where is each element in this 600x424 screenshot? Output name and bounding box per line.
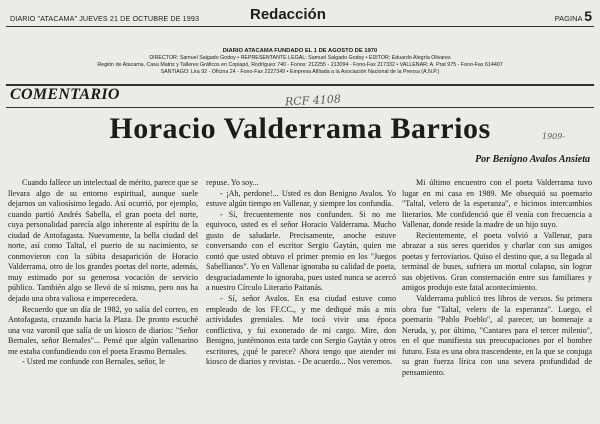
paragraph: - ¡Ah, perdone!... Usted es don Benigno Avalos. Yo estuve algún tiempo en Vallenar, y siempre los confundía. bbox=[206, 188, 396, 209]
article-column-1 bbox=[8, 178, 198, 368]
masthead-line: DIARIO ATACAMA FUNDADO EL 1 DE AGOSTO DE 1970 bbox=[222, 48, 378, 54]
page-label: PAGINA bbox=[554, 14, 583, 23]
handwritten-year: 1909- bbox=[542, 132, 566, 141]
masthead-line: Región de Atacama, Casa Matriz y Talleres Gráficos en Copiapó, Rodríguez 740 - Fonos: 212255 - 213094 - Fono-Fax 217332 • VALLENAR: A. Prat 975 - Fono-Fax 614407 bbox=[97, 62, 503, 68]
paragraph: Recuerdo que un día de 1982, yo salía del correo, en Antofagasta, cruzando hacia la Plaza. De pronto escuché una voz varonil que salía de un kiosco de diarios: "Señor Bernales, señor Bernales"... Pensé que algún vallenarino me estaba confundiendo con el poeta Erasmo Bernales. bbox=[8, 304, 198, 356]
paragraph: - Sí, frecuentemente nos confunden. Si no me equivoco, usted es el señor Horacio Valderrama. Mucho gusto de saludarle. Precisamente, anoche estuve conversando con el escritor Sergio Gaytán, quien me contó que usted obtuvo el primer premio en los "Juegos Sabellianos". Yo en Vallenar ignoraba su calidad de poeta, desgraciadamente lo ignoraba, pues usted nunca se acercó a nuestro Círculo Literario Paitanás. bbox=[206, 209, 396, 293]
article-column-3 bbox=[402, 178, 592, 378]
masthead-line: SANTIAGO: Lira 92 - Oficina 24 - Fono-Fax 2227349 • Empresa Afiliada a la Asociación Nacional de la Prensa (A.N.P.) bbox=[160, 69, 440, 75]
paragraph: repuse. Yo soy... bbox=[206, 178, 259, 187]
paragraph: Valderrama publicó tres libros de versos. Su primera obra fue "Taltal, velero de la esperanza". Luego, el poemario "Pablo Poeblo", al parecer, un homenaje a Neruda, y, por último, "Cantares para el tercer milenio", en el que manifiesta sus preocupaciones por el hombre futuro. Esta es una obra trascendente, en la que se conjuga su gran fuerza lírica con una severa profundidad de pensamiento. bbox=[402, 294, 592, 377]
section-label: COMENTARIO bbox=[10, 86, 120, 103]
header-section: Redacción bbox=[250, 6, 326, 23]
handwritten-reference: RCF 4108 bbox=[284, 92, 342, 109]
masthead bbox=[0, 48, 600, 76]
article-column-2 bbox=[206, 178, 396, 368]
paragraph: Recientemente, el poeta volvió a Vallenar, para abrazar a sus seres queridos y charlar con sus amigos poetas y ferroviarios. Quiso el destino que, a su llegada al terminal de buses, sufriera un mortal colapso, sin lograr sus objetivos. Gran consternación entre sus familiares y amigos produjo este fatal acontecimiento. bbox=[402, 230, 592, 293]
paragraph: - Sí, señor Avalos. En esa ciudad estuve como empleado de los FF.CC., y me dediqué más a mis actividades gremiales. Me tocó vivir una época conflictiva, y fui exonerado de mi cargo. Mire, don Benigno, juntémonos esta tarde con Sergio Gaytán y otros escritores, ¿qué le parece? Ahora tengo que atender mi kiosco de diarios y revistas. - De acuerdo... Nos veremos. bbox=[206, 294, 396, 367]
paragraph: Cuando fallece un intelectual de mérito, parece que se llevara algo de su entorno espiritual, aunque suele dejarnos un valiosísimo legado. Así ocurrió, por ejemplo, cuando partió Andrés Sabella, el gran poeta del norte, cuya personalidad parecía algo inherente al espíritu de la ciudad de Antofagasta. Nuevamente, la bella ciudad del norte, así como Taltal, el puerto de su nacimiento, se conmovieron con la súbita desaparición de Horacio Valderrama, otro de los grandes poetas del norte, además, muy estimado por su generosa vocación de servicio público. También algo se llevó de sí mismo, pero nos ha dejado una obra valiosa e imperecedera. bbox=[8, 178, 198, 304]
header-page bbox=[555, 8, 592, 24]
top-rule bbox=[6, 26, 594, 27]
paragraph: - Usted me confunde con Bernales, señor, le bbox=[22, 357, 165, 367]
masthead-line: DIRECTOR: Samuel Salgado Godoy • REPRESENTANTE LEGAL: Samuel Salgado Godoy • EDITOR: Eduardo Alegría Olivares bbox=[149, 55, 451, 61]
paragraph: Mi último encuentro con el poeta Valderrama tuvo lugar en mi casa en 1989. Me obsequió su poemario "Taltal, velero de la esperanza", e hicimos intercambios literarios. Me confidenció que él venía con frecuencia a Vallenar, donde reside la madre de un hijo suyo. bbox=[402, 178, 592, 230]
article-byline: Por Benigno Avalos Ansieta bbox=[475, 154, 590, 165]
section-rule-bottom bbox=[6, 107, 594, 108]
header-date: DIARIO "ATACAMA" JUEVES 21 DE OCTUBRE DE 1993 bbox=[10, 14, 200, 23]
page-number: 5 bbox=[584, 8, 592, 24]
article-title: Horacio Valderrama Barrios bbox=[109, 112, 491, 145]
